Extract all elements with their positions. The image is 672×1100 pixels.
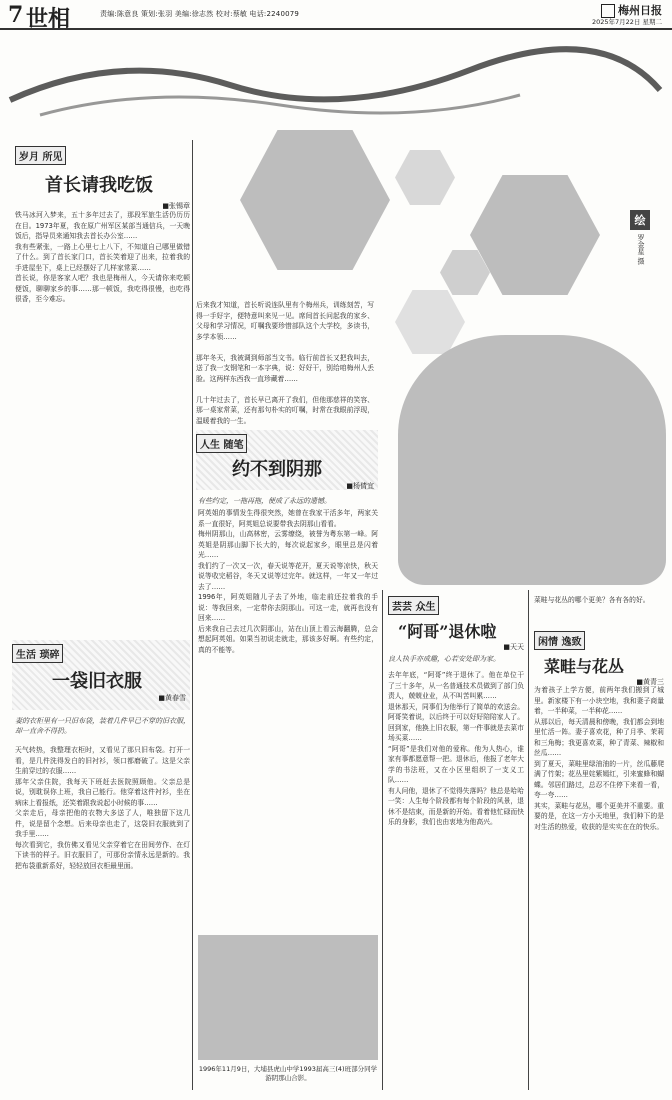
article-1-body: 铁马冰河入梦来，五十多年过去了，那段军旅生活仍历历在目。1973年夏，我在原广州军区某部当通信兵，一天晚饭后，指导员来通知我去首长办公室…… 我有些紧张，一路上心里七上八下，不知道自己哪里做错了什么。到了首长家门口，首长笑着迎了出来，拉着我的手进屋坐下，桌上已经摆好了几样家常菜…… 首长说，你是客家人吧？我也是梅州人，今天请你来吃顿便饭，聊聊家乡的事……那一顿饭，我吃得很慢，也吃得很香，至今难忘。: [15, 211, 190, 303]
column-divider: [192, 140, 193, 1090]
decor-hex: [395, 150, 455, 205]
decorative-banner: [0, 30, 672, 130]
article-3-body: 阿英姐的事情发生得很突然，她曾在我家干活多年，两家关系一直很好，阿英姐总说要带我去阴那山看看。 梅州阴那山，山高林密，云雾缭绕，被誉为粤东第一峰。阿英姐是阴那山脚下长大的，每次说起家乡，眼里总是闪着光…… 我们约了一次又一次，春天说等花开，夏天说等凉快，秋天说等收完稻谷，冬天又说等过完年。就这样，一年又一年过去了…… 1996年，阿英姐随儿子去了外地，临走前还拉着我的手说：等我回来，一定带你去阴那山。可这一走，就再也没有回来…… 后来我自己去过几次阴那山，站在山顶上看云海翻腾，总会想起阿英姐。如果当初说走就走，那该多好啊。有些约定，真的不能等。: [198, 509, 378, 654]
logo-icon: [601, 4, 615, 18]
article-author: ■天天: [503, 643, 524, 651]
article-lede: 良人执手亦成趣，心若安处即为家。: [388, 655, 500, 663]
article-1: [15, 145, 190, 211]
section-title: 世相: [26, 6, 71, 32]
column-divider: [382, 590, 383, 1090]
article-4-body: 去年年底，“阿哥”终于退休了。他在单位干了三十多年，从一名普通技术员做到了部门负责人，兢兢业业，从不叫苦叫累…… 退休那天，同事们为他举行了简单的欢送会。阿哥笑着说，以后终于可以好好陪陪家人了。回到家，他换上旧衣服，第一件事就是去菜市场买菜…… “阿哥”是我们对他的爱称。他为人热心，谁家有事都愿意帮一把。退休后，他报了老年大学的书法班，又在小区里组织了一支义工队…… 有人问他，退休了不觉得失落吗？他总是哈哈一笑：人生每个阶段都有每个阶段的风景，退休不是结束，而是新的开始。看着他忙碌而快乐的身影，我们也由衷地为他高兴。: [388, 671, 524, 826]
article-5-head: [534, 630, 664, 687]
article-lede: 有些约定，一拖再拖，便成了永远的遗憾。: [198, 497, 331, 505]
article-3-head: [196, 430, 378, 490]
decor-hex: [395, 290, 465, 354]
article-kicker: 生活 琐碎: [12, 644, 63, 663]
article-title: “阿哥”退休啦: [398, 622, 497, 641]
article-author: ■黄青三: [636, 678, 664, 686]
article-2-head: [12, 640, 190, 710]
page-number: 7: [8, 2, 24, 28]
newspaper-brand: [601, 2, 662, 18]
article-author: ■杨倩宜: [346, 482, 374, 490]
illustration-label: [618, 210, 664, 264]
article-title: 首长请我吃饭: [45, 175, 153, 196]
article-4-head: [388, 595, 524, 652]
article-kicker: 岁月 所见: [15, 146, 66, 165]
article-title: 菜畦与花丛: [544, 657, 625, 676]
photo-caption: 1996年11月9日，大埔县虎山中学1993届高三(4)班部分同学游阴那山合影。: [198, 1065, 378, 1082]
article-kicker: 人生 随笔: [196, 434, 247, 453]
article-5-body: 为着孩子上学方便，前两年我们搬到了城里。新家楼下有一小块空地，我和妻子商量着，一半种菜，一半种花…… 从那以后，每天清晨和傍晚，我们都会到地里忙活一阵。妻子喜欢花，种了月季、茉莉和三角梅；我更喜欢菜，种了青菜、辣椒和丝瓜…… 到了夏天，菜畦里绿油油的一片，丝瓜藤爬满了竹架；花丛里姹紫嫣红，引来蜜蜂和蝴蝶。邻居们路过，总忍不住停下来看一看，夸一夸…… 其实，菜畦与花丛，哪个更美并不重要。重要的是，在这一方小天地里，我们种下的是对生活的热爱，收获的是实实在在的快乐。: [534, 686, 664, 831]
article-title: 一袋旧衣服: [52, 671, 142, 692]
illustration-artist: 罗金星 摄: [637, 234, 645, 265]
article-author: ■黄春雪: [158, 694, 186, 702]
column-divider: [528, 590, 529, 1090]
issue-date: 2025年7月22日 星期二: [591, 18, 662, 26]
article-author: ■张锡章: [162, 202, 190, 210]
photo-painting-vase: [398, 335, 666, 585]
page-header: [0, 0, 672, 30]
photo-hex-artist: [470, 175, 600, 295]
illustration-tag: 绘: [630, 210, 650, 230]
editor-credits: 责编:陈意良 策划:张羽 美编:徐志然 校对:蔡敏 电话:2240079: [100, 10, 300, 18]
article-5-intro: 菜畦与花丛的哪个更美？各有各的好。: [534, 596, 650, 604]
photo-hex-crafts: [240, 130, 390, 270]
photo-group: [198, 935, 378, 1060]
article-2-body: 天气转热，我整理衣柜时，又看见了那只旧布袋。打开一看，是几件洗得发白的旧衬衫，领口都磨破了。这是父亲生前穿过的衣服…… 那年父亲住院，我每天下班赶去医院照顾他。父亲总是说，别耽误你上班，我自己能行。他穿着这件衬衫，坐在病床上看报纸，还笑着跟我说起小时候的事…… 父亲走后，母亲把他的衣物大多送了人，唯独留下这几件，说是留个念想。后来母亲也走了，这袋旧衣服就到了我手里…… 每次看到它，我仿佛又看见父亲穿着它在田间劳作、在灯下读书的样子。旧衣服旧了，可那份亲情永远是新的。我把布袋重新系好，轻轻放回衣柜最里面。: [15, 746, 190, 870]
article-kicker: 芸芸 众生: [388, 596, 439, 615]
article-lede: 妻的衣柜里有一只旧布袋，装着几件早已不穿的旧衣服，却一直舍不得扔。: [15, 717, 190, 735]
brush-stroke: [10, 49, 660, 100]
article-title: 约不到阴那: [232, 459, 322, 480]
article-1-body-cont: 后来我才知道，首长听说连队里有个梅州兵，训练刻苦，写得一手好字，便特意叫来见一见。席间首长问起我的家乡、父母和学习情况，叮嘱我要珍惜部队这个大学校，多读书，多学本领…… 那年冬天，我被调到师部当文书。临行前首长又把我叫去，送了我一支钢笔和一本字典，说：好好干，别给咱梅州人丢脸。这两样东西我一直珍藏着…… 几十年过去了，首长早已离开了我们，但他那慈祥的笑容、那一桌家常菜，还有那句朴实的叮嘱，时常在我眼前浮现，温暖着我的一生。: [196, 301, 374, 425]
article-kicker: 闲情 逸致: [534, 631, 585, 650]
brand-name: 梅州日报: [618, 4, 662, 17]
